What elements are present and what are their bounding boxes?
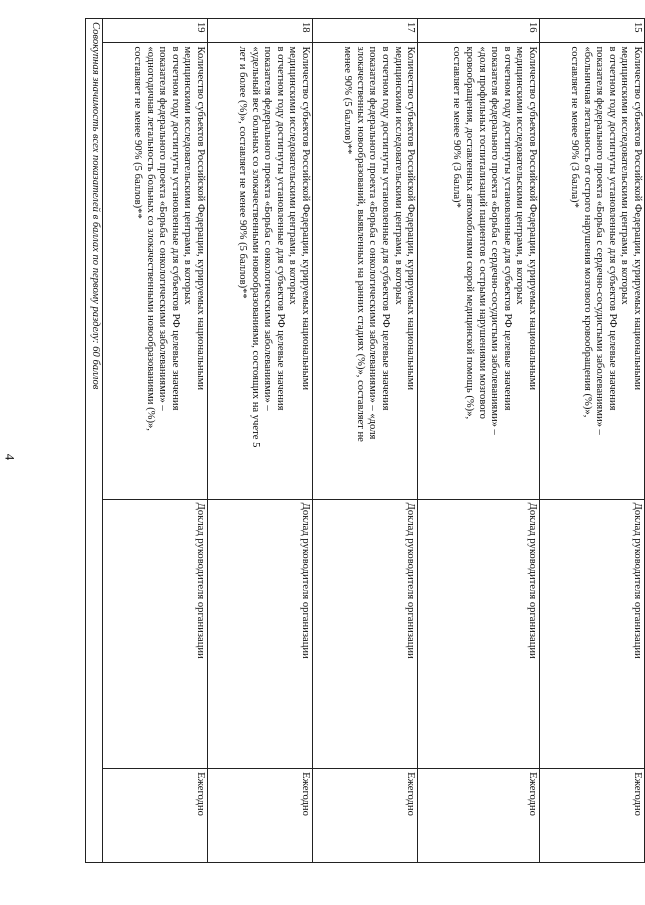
row-number: 16 bbox=[418, 19, 540, 43]
row-number: 15 bbox=[539, 19, 644, 43]
description-line: медицинскими исследовательскими центрами, в которых bbox=[287, 46, 299, 305]
description-line: в отчетном году достигнуты установленные для субъектов РФ целевые значения bbox=[169, 46, 181, 411]
description-line: медицинскими исследовательскими центрами, в которых bbox=[619, 46, 631, 305]
data-source: Доклад руководителя организации bbox=[418, 499, 540, 768]
table-body bbox=[86, 19, 645, 863]
description-line: составляет не менее 90% (5 баллов)** bbox=[132, 46, 144, 219]
frequency: Ежегодно bbox=[103, 769, 208, 863]
description-line: «одногодичная летальность больных со злокачественными новообразованиями (%)», bbox=[144, 46, 156, 431]
row-number: 19 bbox=[103, 19, 208, 43]
indicator-description bbox=[418, 43, 540, 499]
description-line: медицинскими исследовательскими центрами, в которых bbox=[514, 46, 526, 305]
description-line: показателя федерального проекта «Борьба с сердечно-сосудистыми заболеваниями» – bbox=[489, 46, 501, 435]
table-row bbox=[418, 19, 540, 863]
description-line: Количество субъектов Российской Федерации, курируемых национальными bbox=[526, 46, 538, 391]
table-footer-row bbox=[86, 19, 103, 863]
description-line: менее 90% (5 баллов)** bbox=[342, 46, 354, 155]
indicator-description bbox=[539, 43, 644, 499]
description-line: «удельный вес больных со злокачественными новообразованиями, состоящих на учете 5 bbox=[249, 46, 261, 448]
table-row bbox=[103, 19, 208, 863]
frequency: Ежегодно bbox=[208, 769, 313, 863]
description-line: составляет не менее 90% (3 балла)* bbox=[569, 46, 581, 208]
description-line: Количество субъектов Российской Федерации, курируемых национальными bbox=[405, 46, 417, 391]
description-line: «больничная летальность от острого нарушения мозгового кровообращения (%)», bbox=[581, 46, 593, 418]
description-line: показателя федерального проекта «Борьба с онкологическими заболеваниями» – «доля bbox=[367, 46, 379, 440]
description-line: показателя федерального проекта «Борьба с сердечно-сосудистыми заболеваниями» – bbox=[594, 46, 606, 435]
frequency: Ежегодно bbox=[313, 769, 418, 863]
row-number: 18 bbox=[208, 19, 313, 43]
indicators-table-rotated bbox=[85, 18, 645, 863]
description-line: «доля профильных госпитализаций пациентов с острыми нарушениями мозгового bbox=[476, 46, 488, 419]
description-line: Количество субъектов Российской Федерации, курируемых национальными bbox=[300, 46, 312, 391]
frequency: Ежегодно bbox=[539, 769, 644, 863]
description-line: в отчетном году достигнуты установленные для субъектов РФ целевые значения bbox=[501, 46, 513, 411]
description-line: составляет не менее 90% (3 балла)* bbox=[451, 46, 463, 208]
description-line: в отчетном году достигнуты установленные для субъектов РФ целевые значения bbox=[606, 46, 618, 411]
description-line: лет и более (%)», составляет не менее 90% (5 баллов)** bbox=[237, 46, 249, 299]
description-line: в отчетном году достигнуты установленные для субъектов РФ целевые значения bbox=[274, 46, 286, 411]
table-row bbox=[208, 19, 313, 863]
document-page bbox=[85, 18, 645, 863]
table-row bbox=[313, 19, 418, 863]
indicator-description bbox=[208, 43, 313, 499]
data-source: Доклад руководителя организации bbox=[313, 499, 418, 768]
description-line: злокачественных новообразований, выявленных на ранних стадиях (%)», составляет не bbox=[354, 46, 366, 442]
total-score-note: Совокупная значимость всех показателей в баллах по первому разделу: 60 баллов bbox=[86, 19, 103, 863]
frequency: Ежегодно bbox=[418, 769, 540, 863]
indicator-description bbox=[313, 43, 418, 499]
indicator-description bbox=[103, 43, 208, 499]
page-number: 4 bbox=[2, 453, 18, 461]
description-line: показателя федерального проекта «Борьба с онкологическими заболеваниями» – bbox=[157, 46, 169, 411]
description-line: кровообращения, доставленных автомобилями скорой медицинской помощь (%)», bbox=[464, 46, 475, 420]
description-line: медицинскими исследовательскими центрами, в которых bbox=[392, 46, 404, 305]
row-number: 17 bbox=[313, 19, 418, 43]
description-line: медицинскими исследовательскими центрами, в которых bbox=[182, 46, 194, 305]
description-line: Количество субъектов Российской Федерации, курируемых национальными bbox=[195, 46, 207, 391]
data-source: Доклад руководителя организации bbox=[539, 499, 644, 768]
table-row bbox=[539, 19, 644, 863]
description-line: Количество субъектов Российской Федерации, курируемых национальными bbox=[632, 46, 643, 391]
data-source: Доклад руководителя организации bbox=[208, 499, 313, 768]
indicators-table bbox=[85, 18, 645, 863]
description-line: в отчетном году достигнуты установленные для субъектов РФ целевые значения bbox=[379, 46, 391, 411]
description-line: показателя федерального проекта «Борьба с онкологическими заболеваниями» – bbox=[262, 46, 274, 411]
data-source: Доклад руководителя организации bbox=[103, 499, 208, 768]
